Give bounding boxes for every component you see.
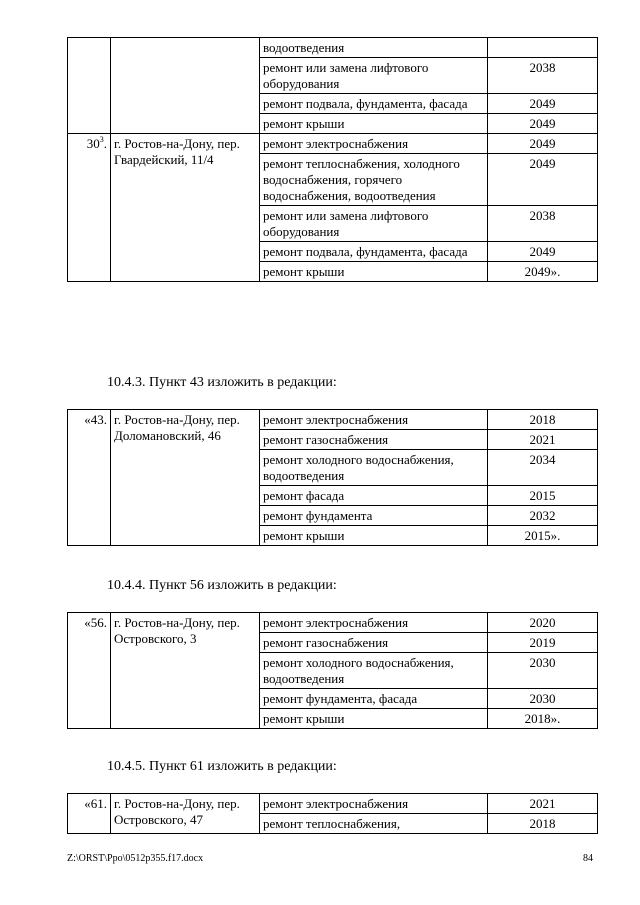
year-cell: 2020 [488,613,598,633]
year-cell [488,38,598,58]
work-cell: ремонт или замена лифтового оборудования [260,58,488,94]
year-cell: 2049». [488,262,598,282]
table-item-61 [67,793,598,834]
address-cell: г. Ростов-на-Дону, пер. Гвардейский, 11/4 [111,134,260,282]
num-cell [68,38,111,134]
work-cell: ремонт электроснабжения [260,794,488,814]
work-cell: ремонт холодного водоснабжения, водоотведения [260,653,488,689]
year-cell: 2038 [488,206,598,242]
item-number: «43. [68,410,111,546]
year-cell: 2019 [488,633,598,653]
year-cell: 2021 [488,794,598,814]
table-item-30-3 [67,37,598,282]
item-number-suffix: . [103,136,107,151]
work-cell: ремонт электроснабжения [260,410,488,430]
address-cell: г. Ростов-на-Дону, пер. Островского, 47 [111,794,260,834]
footer-page-number: 84 [583,853,593,864]
work-cell: ремонт газоснабжения [260,633,488,653]
table-item-56 [67,612,598,729]
item-number: «56. [68,613,111,729]
year-cell: 2021 [488,430,598,450]
work-cell: ремонт теплоснабжения, [260,814,488,834]
year-cell: 2032 [488,506,598,526]
year-cell: 2049 [488,154,598,206]
work-cell: ремонт подвала, фундамента, фасада [260,94,488,114]
work-cell: водоотведения [260,38,488,58]
address-cell [111,38,260,134]
work-cell: ремонт теплоснабжения, холодного водоснабжения, горячего водоснабжения, водоотведения [260,154,488,206]
year-cell: 2030 [488,689,598,709]
item-number-base: 30 [86,136,100,151]
work-cell: ремонт крыши [260,114,488,134]
footer-file-path: Z:\ORST\Ppo\0512p355.f17.docx [67,853,204,864]
work-cell: ремонт электроснабжения [260,134,488,154]
year-cell: 2034 [488,450,598,486]
table-row [68,134,598,154]
year-cell: 2015 [488,486,598,506]
work-cell: ремонт крыши [260,526,488,546]
address-cell: г. Ростов-на-Дону, пер. Островского, 3 [111,613,260,729]
table-item-43 [67,409,598,546]
work-cell: ремонт подвала, фундамента, фасада [260,242,488,262]
table-row [68,794,598,814]
address-cell: г. Ростов-на-Дону, пер. Доломановский, 46 [111,410,260,546]
year-cell: 2049 [488,242,598,262]
work-cell: ремонт холодного водоснабжения, водоотведения [260,450,488,486]
year-cell: 2018». [488,709,598,729]
table-row [68,613,598,633]
year-cell: 2049 [488,134,598,154]
year-cell: 2049 [488,114,598,134]
paragraph-10-4-3: 10.4.3. Пункт 43 изложить в редакции: [107,375,337,390]
work-cell: ремонт фундамента [260,506,488,526]
table-row [68,410,598,430]
work-cell: ремонт газоснабжения [260,430,488,450]
table-row [68,38,598,58]
work-cell: ремонт фасада [260,486,488,506]
year-cell: 2018 [488,410,598,430]
paragraph-10-4-5: 10.4.5. Пункт 61 изложить в редакции: [107,759,337,774]
item-number [68,134,111,282]
work-cell: ремонт крыши [260,709,488,729]
work-cell: ремонт крыши [260,262,488,282]
item-number: «61. [68,794,111,834]
item-number-sup: 3 [99,134,104,144]
year-cell: 2018 [488,814,598,834]
year-cell: 2049 [488,94,598,114]
year-cell: 2038 [488,58,598,94]
year-cell: 2030 [488,653,598,689]
work-cell: ремонт или замена лифтового оборудования [260,206,488,242]
year-cell: 2015». [488,526,598,546]
paragraph-10-4-4: 10.4.4. Пункт 56 изложить в редакции: [107,578,337,593]
work-cell: ремонт электроснабжения [260,613,488,633]
work-cell: ремонт фундамента, фасада [260,689,488,709]
